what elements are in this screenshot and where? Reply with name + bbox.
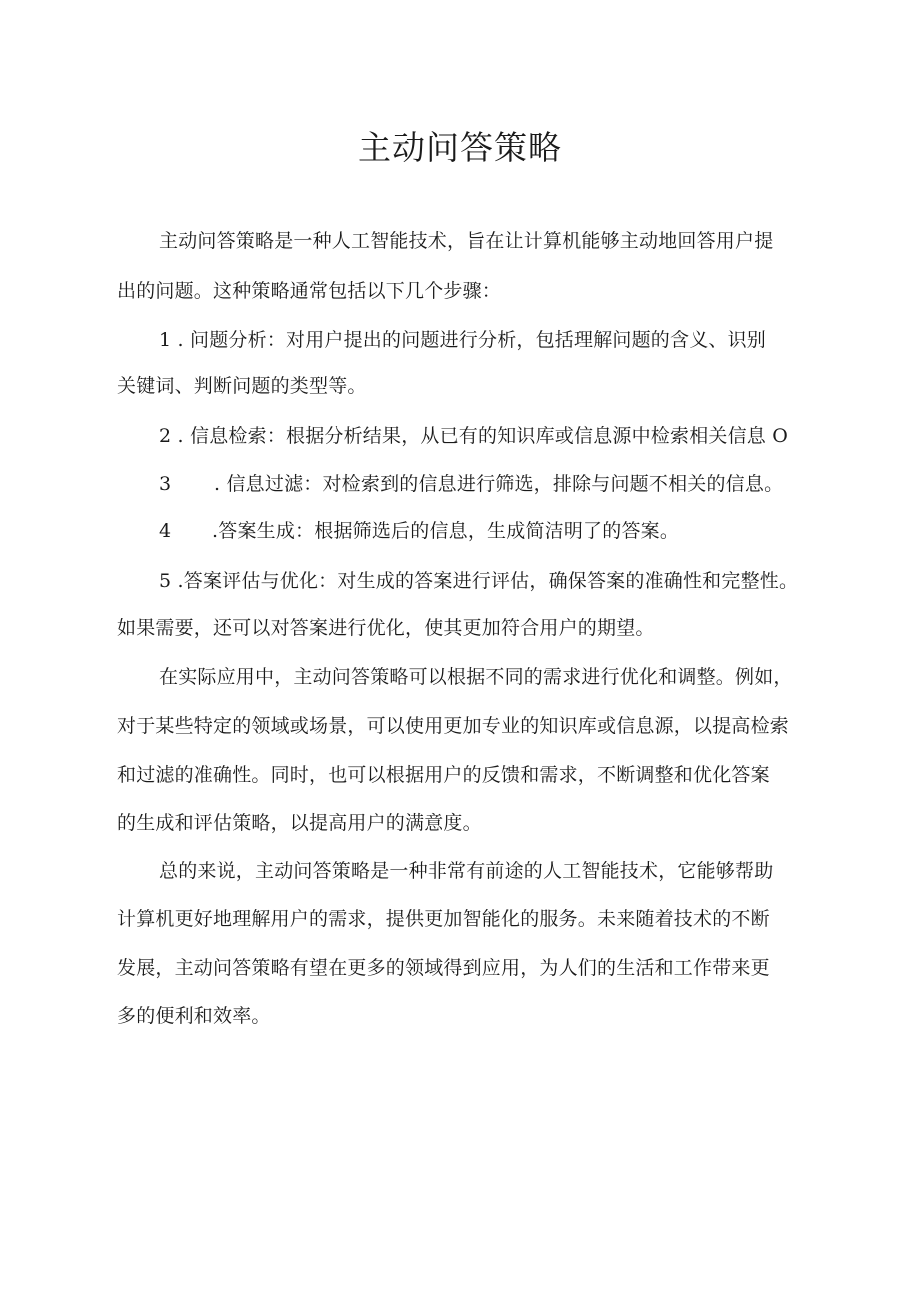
body-line: 在实际应用中，主动问答策略可以根据不同的需求进行优化和调整。例如， bbox=[159, 666, 793, 688]
body-line: 主动问答策略是一种人工智能技术，旨在让计算机能够主动地回答用户提 bbox=[159, 230, 774, 252]
body-line: 总的来说，主动问答策略是一种非常有前途的人工智能技术，它能够帮助 bbox=[159, 860, 774, 882]
body-line: 对于某些特定的领域或场景，可以使用更加专业的知识库或信息源，以提高检索 bbox=[117, 715, 790, 737]
body-line: 发展，主动问答策略有望在更多的领域得到应用，为人们的生活和工作带来更 bbox=[117, 957, 770, 979]
body-line: 的生成和评估策略，以提高用户的满意度。 bbox=[117, 812, 482, 834]
body-line: 5 .答案评估与优化：对生成的答案进行评估，确保答案的准确性和完整性。 bbox=[159, 570, 799, 592]
body-line: 2 . 信息检索：根据分析结果，从已有的知识库或信息源中检索相关信息 O bbox=[159, 425, 789, 447]
body-line: 和过滤的准确性。同时，也可以根据用户的反馈和需求，不断调整和优化答案 bbox=[117, 764, 770, 786]
step-number: 3 bbox=[159, 473, 172, 495]
body-line: 1 . 问题分析：对用户提出的问题进行分析，包括理解问题的含义、识别 bbox=[159, 329, 767, 351]
body-line: 关键词、判断问题的类型等。 bbox=[117, 375, 367, 397]
body-line: 如果需要，还可以对答案进行优化，使其更加符合用户的期望。 bbox=[117, 617, 655, 639]
body-line: 出的问题。这种策略通常包括以下几个步骤： bbox=[117, 280, 502, 302]
step-number: 4 bbox=[159, 520, 172, 542]
page-title: 主动问答策略 bbox=[358, 128, 562, 167]
body-line: 多的便利和效率。 bbox=[117, 1005, 271, 1027]
body-line: 计算机更好地理解用户的需求，提供更加智能化的服务。未来随着技术的不断 bbox=[117, 908, 770, 930]
body-line: .答案生成：根据筛选后的信息，生成简洁明了的答案。 bbox=[212, 520, 680, 542]
body-line: . 信息过滤：对检索到的信息进行筛选，排除与问题不相关的信息。 bbox=[214, 473, 784, 495]
